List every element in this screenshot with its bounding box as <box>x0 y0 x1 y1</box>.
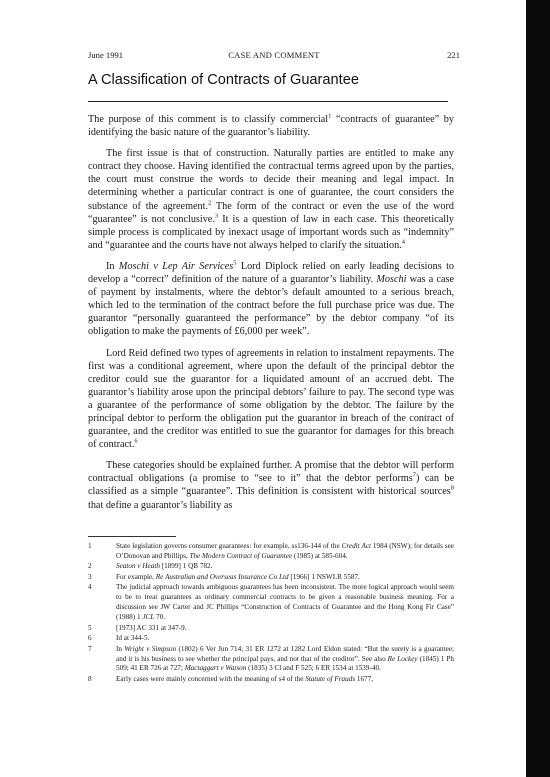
footnotes <box>88 542 454 685</box>
running-head-date: June 1991 <box>88 50 124 60</box>
footnote-ref-6: 6 <box>134 437 138 445</box>
page-edge-shadow <box>526 0 550 777</box>
article-title: A Classification of Contracts of Guarantee <box>88 72 359 88</box>
paragraph-4: Lord Reid defined two types of agreements in relation to instalment repayments. The first was a conditional agreement, where upon the default of the principal debtor the creditor could sue the guarantor for a liquidated amount of an accrued debt. The guarantor’s liability arose upon the principal debtors’ failure to pay. The second type was a guarantee of the performance of some obligation by the debtor. The failure by the principal debtor to perform the obligation put the guarantor in breach of the contract of guarantee, and the creditor was entitled to sue the guarantor for damages for this breach of contract.$^6$ <box>88 347 454 451</box>
footnote-ref-7: 7 <box>412 471 417 479</box>
footnote-5: 5 [1973] AC 331 at 347-9. <box>88 623 187 632</box>
footnote-ref-8: 8 <box>450 485 454 493</box>
footnote-8: 8 Early cases were mainly concerned with the meaning of s4 of the Statute of Frauds 1677, <box>88 674 374 683</box>
footnote-1: 1 State legislation governs consumer guarantees: for example, ss136-144 of the Credit Act 1984 (NSW); for details see O’Donovan and Phillips, The Modern Contract of Guarantee (1985) at 585-604. <box>88 542 454 560</box>
footnote-ref-2: 2 <box>208 199 212 207</box>
footnote-ref-4: 4 <box>401 238 405 246</box>
footnote-3: 3 For example, Re Australian and Overseas Insurance Co Ltd [1966] 1 NSWLR 5587. <box>88 572 360 581</box>
footnote-6: 6 Id at 344-5. <box>88 634 150 643</box>
paragraph-2: The first issue is that of construction. Naturally parties are entitled to make any contract they choose. Having identified the contractual terms agreed upon by the parties, the court must construe the words to decide their meaning and legal impact. In determining whether a particular contract is one of guarantee, the court considers the substance of the agreement.$^2$ The form of the contract or even the use of the word “guarantee” is not conclusive.$^3$ It is a question of law in each case. This theoretically simple process is complicated by inexact usage of important words such as “indemnity” and “guarantee and the courts have not always helped to clarify the situation.$^4$ <box>88 148 454 251</box>
footnote-ref-1: 1 <box>328 112 332 120</box>
paragraph-5: These categories should be explained further. A promise that the debtor will perform contractual obligations (a promise to “see to it” that the debtor performs$^7$) can be classified as a simple “guarantee”. This definition is consistent with historical sources$^8$ that define a guarantor’s liability as <box>88 460 454 511</box>
footnote-ref-3: 3 <box>214 212 219 220</box>
title-rule <box>88 101 448 102</box>
running-head-journal-section: CASE AND COMMENT <box>228 50 320 60</box>
article-body <box>88 113 454 520</box>
case-name-moschi: Moschi v Lep Air Services <box>118 260 234 272</box>
footnote-4: 4 The judicial approach towards ambiguous guarantees has been inconsistent. The more logical approach would seem to be to treat guarantees as ordinary commercial contracts to be given a reasonable business meaning. For a discussion see JW Carter and JC Phillips “Construction of Contracts of Guarantee and the Hong Kong Fir Case” (1988) 1 JCL 70. <box>88 583 454 622</box>
journal-page <box>88 0 460 777</box>
footnote-2: 2 Seaton v Heath [1899] 1 QB 782. <box>88 562 213 571</box>
footnote-separator <box>88 536 176 537</box>
footnote-ref-5: 5 <box>233 259 237 267</box>
case-short-name: Moschi <box>376 274 407 286</box>
paragraph-1: The purpose of this comment is to classify commercial$^1$ “contracts of guarantee” by identifying the basic nature of the guarantor’s liability. <box>88 112 454 139</box>
paragraph-3: In Moschi v Lep Air Services$^5$ Lord Diplock relied on early leading decisions to develop a “correct” definition of the nature of a guarantor’s liability. Moschi was a case of payment by instalments, where the debtor’s default amounted to a serious breach, which led to the termination of the contract before the full purchase price was due. The guarantor “personally guaranteed the performance” by the debtor company “of its obligation to make the payments of £6,000 per week”. <box>88 259 454 338</box>
running-head <box>88 50 460 64</box>
footnote-7: 7 In Wright v Simpson (1802) 6 Ver Jun 714; 31 ER 1272 at 1282 Lord Eldon stated: “But the surety is a guarantee; and it is his business to see whether the principal pays, and not that of the creditor”. See also Re Lockey (1845) 1 Ph 509; 41 ER 726 at 727; Mactaggart v Watson (1835) 3 Cl and F 525; 6 ER 1534 at 1539-40. <box>88 644 454 673</box>
page-number: 221 <box>447 50 460 60</box>
